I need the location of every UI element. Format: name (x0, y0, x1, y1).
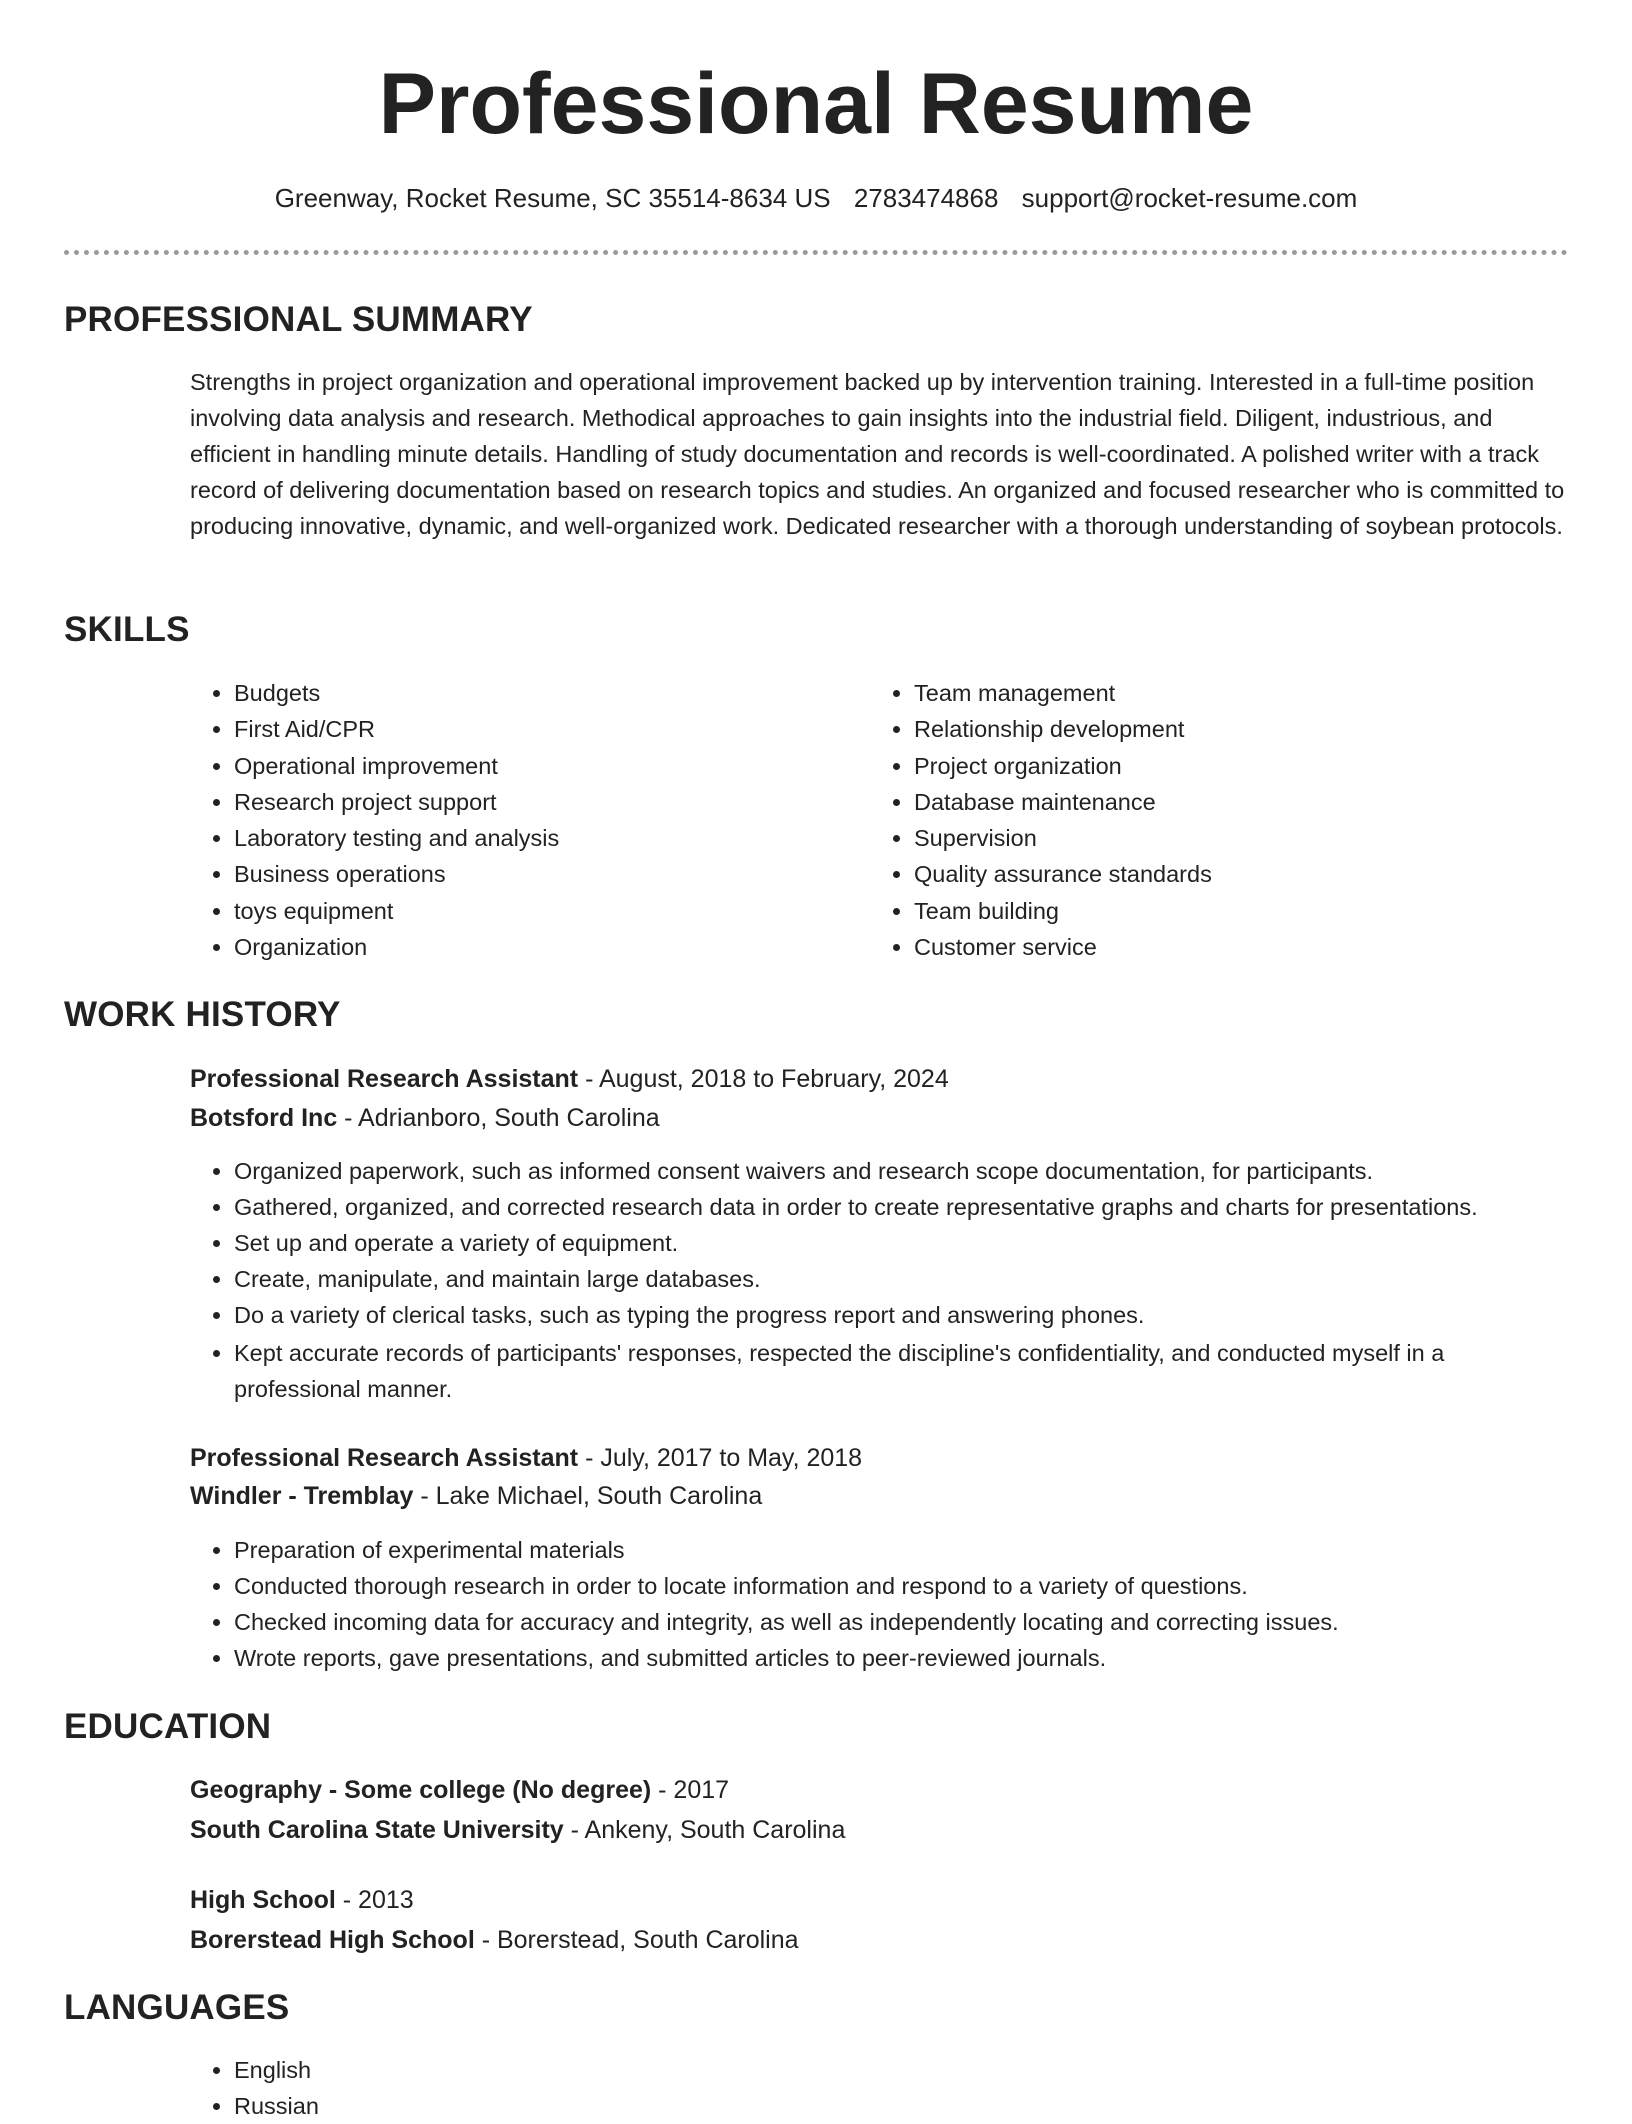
education-year: - 2017 (651, 1776, 730, 1804)
education-school: South Carolina State University (190, 1816, 564, 1844)
job-company: Botsford Inc (190, 1104, 338, 1132)
contact-info (64, 178, 1568, 218)
skill-item: • Customer service (914, 929, 1212, 965)
job-bullets (190, 1153, 1568, 1407)
job-dates: - July, 2017 to May, 2018 (578, 1444, 863, 1472)
skill-item: • Team management (914, 675, 1212, 711)
education-location: - Borerstead, South Carolina (474, 1926, 799, 1954)
work-history-heading: WORK HISTORY (64, 995, 341, 1034)
skills-list-left (190, 675, 559, 965)
contact-phone: 2783474868 (853, 183, 999, 213)
job-bullet: • Kept accurate records of participants' responses, respected the discipline's confidentiality, and conducted myself in a professional manner. (234, 1335, 1568, 1407)
job-bullet: • Gathered, organized, and corrected research data in order to create representative graphs and charts for presentations. (234, 1189, 1568, 1225)
job-title: Professional Research Assistant (190, 1065, 579, 1093)
languages-heading: LANGUAGES (64, 1988, 290, 2027)
languages-list (190, 2052, 319, 2124)
header-divider (64, 250, 1568, 255)
skill-item: • Team building (914, 893, 1212, 929)
skill-item: • Project organization (914, 748, 1212, 784)
education-degree: Geography - Some college (No degree) (190, 1776, 652, 1804)
job-bullet: • Checked incoming data for accuracy and integrity, as well as independently locating and correcting issues. (234, 1604, 1568, 1640)
job-bullet: • Organized paperwork, such as informed consent waivers and research scope documentation, for participants. (234, 1153, 1568, 1189)
job-location: - Adrianboro, South Carolina (337, 1104, 660, 1132)
job-location: - Lake Michael, South Carolina (413, 1482, 763, 1510)
skill-item: • Research project support (234, 784, 559, 820)
skill-item: • Supervision (914, 820, 1212, 856)
skill-item: • First Aid/CPR (234, 711, 559, 747)
skill-item: • toys equipment (234, 893, 559, 929)
skills-heading: SKILLS (64, 610, 190, 649)
job-title-line (190, 1439, 862, 1477)
education-degree-line (190, 1771, 729, 1809)
education-school-line (190, 1811, 845, 1849)
job-bullets (190, 1532, 1568, 1676)
summary-heading: PROFESSIONAL SUMMARY (64, 300, 533, 339)
job-bullet: • Set up and operate a variety of equipment. (234, 1225, 1568, 1261)
job-bullet: • Conducted thorough research in order to locate information and respond to a variety of questions. (234, 1568, 1568, 1604)
job-company-line (190, 1477, 762, 1515)
education-year: - 2013 (335, 1886, 414, 1914)
job-company-line (190, 1099, 660, 1137)
education-school-line (190, 1921, 799, 1959)
job-title: Professional Research Assistant (190, 1444, 579, 1472)
skill-item: • Laboratory testing and analysis (234, 820, 559, 856)
skill-item: • Organization (234, 929, 559, 965)
skill-item: • Database maintenance (914, 784, 1212, 820)
language-item: • English (234, 2052, 319, 2088)
job-bullet: • Wrote reports, gave presentations, and submitted articles to peer-reviewed journals. (234, 1640, 1568, 1676)
education-location: - Ankeny, South Carolina (563, 1816, 846, 1844)
job-bullet: • Preparation of experimental materials (234, 1532, 1568, 1568)
skill-item: • Budgets (234, 675, 559, 711)
job-company: Windler - Tremblay (190, 1482, 414, 1510)
job-bullet: • Do a variety of clerical tasks, such as typing the progress report and answering phones. (234, 1297, 1568, 1333)
skills-list-right (870, 675, 1212, 965)
summary-text: Strengths in project organization and operational improvement backed up by intervention training. Interested in a full-time position involving data analysis and research. Methodical approaches to gain insights into the industrial field. Diligent, industrious, and efficient in handling minute details. Handling of study documentation and records is well-coordinated. A polished writer with a track record of delivering documentation based on research topics and studies. An organized and focused researcher who is committed to producing innovative, dynamic, and well-organized work. Dedicated researcher with a thorough understanding of soybean protocols. (190, 369, 1565, 539)
education-degree: High School (190, 1886, 336, 1914)
skill-item: • Operational improvement (234, 748, 559, 784)
resume-title: Professional Resume (378, 56, 1254, 152)
job-bullet: • Create, manipulate, and maintain large databases. (234, 1261, 1568, 1297)
job-title-line (190, 1060, 949, 1098)
contact-email: support@rocket-resume.com (1021, 183, 1358, 213)
language-item: • Russian (234, 2088, 319, 2124)
job-dates: - August, 2018 to February, 2024 (578, 1065, 949, 1093)
education-heading: EDUCATION (64, 1707, 272, 1746)
skill-item: • Quality assurance standards (914, 856, 1212, 892)
contact-address: Greenway, Rocket Resume, SC 35514-8634 US (274, 183, 831, 213)
education-school: Borerstead High School (190, 1926, 475, 1954)
skill-item: • Relationship development (914, 711, 1212, 747)
education-degree-line (190, 1881, 414, 1919)
skill-item: • Business operations (234, 856, 559, 892)
